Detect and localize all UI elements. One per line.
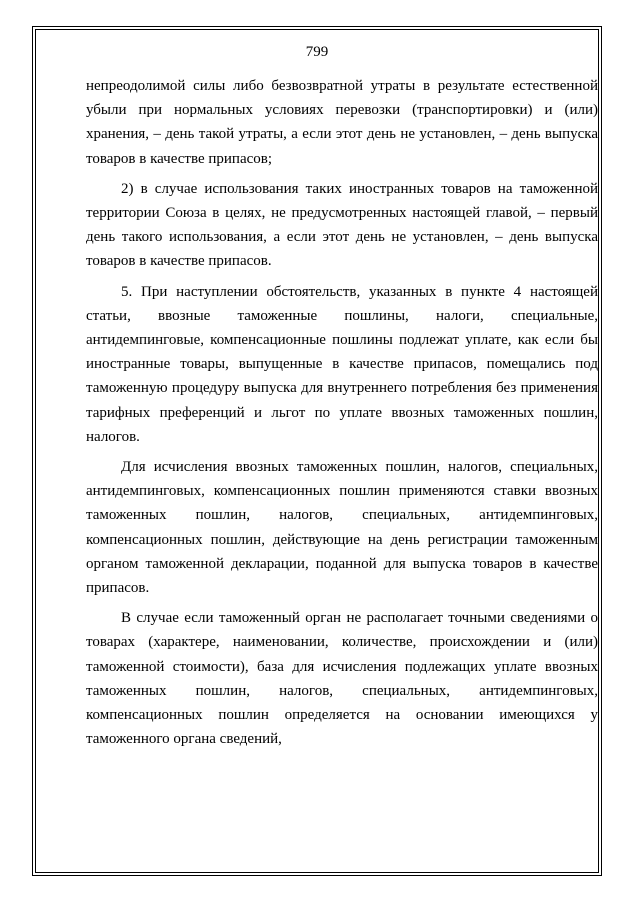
paragraph-clause-5: 5. При наступлении обстоятельств, указанных в пункте 4 настоящей статьи, ввозные таможенные пошлины, налоги, специальные, антидемпинговые, компенсационные пошлины подлежат уплате, как если бы иностранные товары, выпущенные в качестве припасов, помещались под таможенную процедуру выпуска для внутреннего потребления без применения тарифных преференций и льгот по уплате ввозных таможенных пошлин, налогов. bbox=[86, 283, 598, 445]
paragraph-item-2: 2) в случае использования таких иностранных товаров на таможенной территории Союза в целях, не предусмотренных настоящей главой, – первый день такого использования, а если этот день не установлен, – день выпуска товаров в качестве припасов. bbox=[86, 180, 598, 270]
paragraph-continuation: непреодолимой силы либо безвозвратной утраты в результате естественной убыли при нормальных условиях перевозки (транспортировки) и (или) хранения, – день такой утраты, а если этот день не установлен, – день выпуска товаров в качестве припасов; bbox=[86, 78, 598, 167]
paragraph-tax-base: В случае если таможенный орган не располагает точными сведениями о товарах (характере, наименовании, количестве, происхождении и (или) таможенной стоимости), база для исчисления подлежащих уплате ввозных таможенных пошлин, налогов, специальных, антидемпинговых, компенсационных пошлин определяется на основании имеющихся у таможенного органа сведений, bbox=[86, 610, 598, 748]
page-number: 799 bbox=[305, 44, 329, 60]
document-body bbox=[86, 74, 598, 751]
paragraph-rates: Для исчисления ввозных таможенных пошлин, налогов, специальных, антидемпинговых, компенсационных пошлин применяются ставки ввозных таможенных пошлин, налогов, специальных, антидемпинговых, компенсационных пошлин, действующие на день регистрации таможенным органом таможенной декларации, поданной для выпуска товаров в качестве припасов. bbox=[86, 459, 598, 597]
page-frame bbox=[32, 26, 602, 876]
